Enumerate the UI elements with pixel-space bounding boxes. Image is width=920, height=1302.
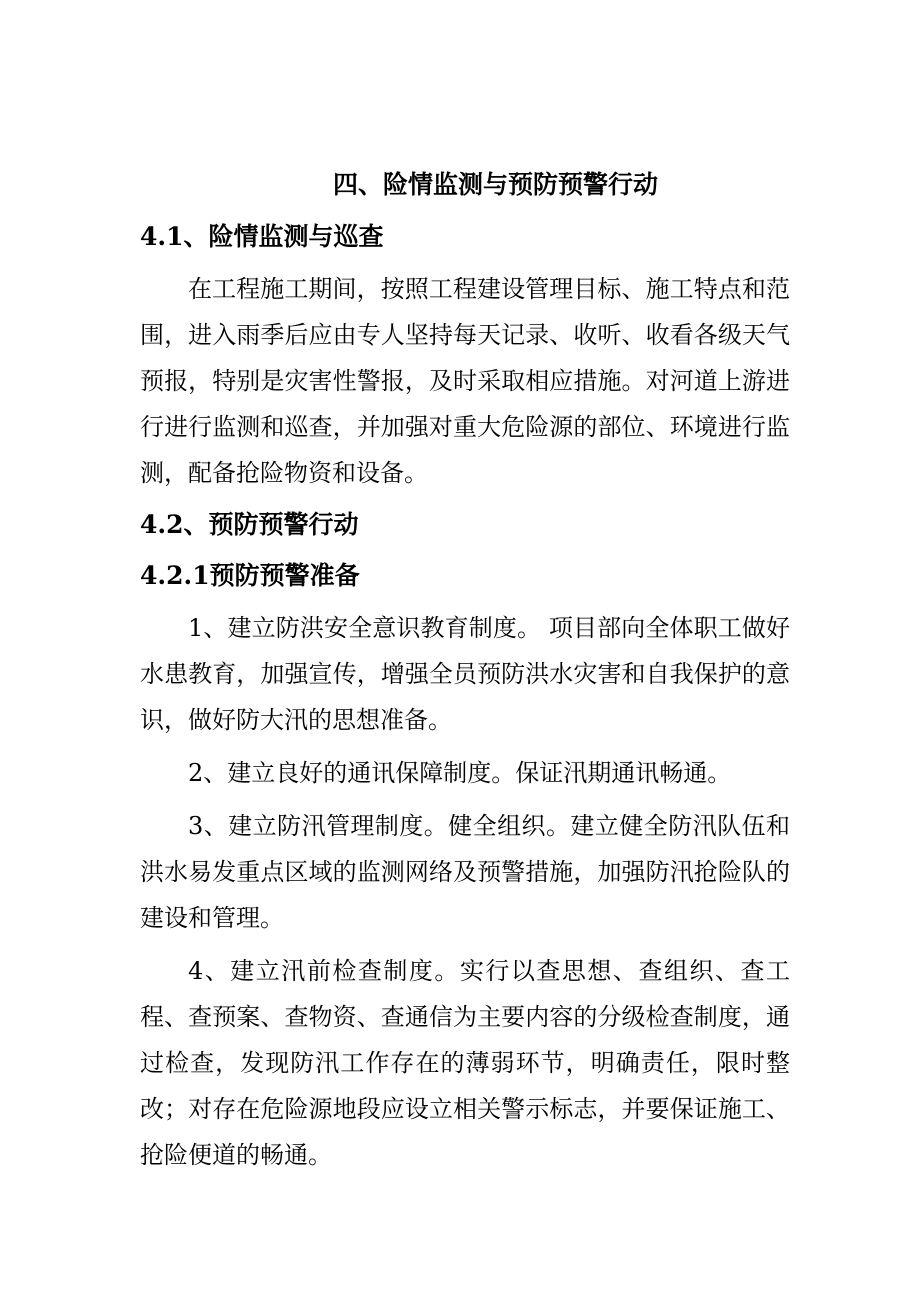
paragraph-item-2: 2、建立良好的通讯保障制度。保证汛期通讯畅通。	[188, 759, 732, 787]
section-heading-4-2-1: 4.2.1预防预警准备	[140, 561, 360, 590]
document-title: 四、险情监测与预防预警行动	[332, 170, 658, 199]
paragraph-item-3: 3、建立防汛管理制度。健全组织。建立健全防汛队伍和洪水易发重点区域的监测网络及预警措施，加强防汛抢险队的建设和管理。	[140, 812, 790, 932]
section-heading-4-1: 4.1、险情监测与巡查	[140, 222, 384, 251]
section-heading-4-2: 4.2、预防预警行动	[140, 510, 359, 539]
document-page	[140, 163, 790, 1185]
paragraph-monitoring: 在工程施工期间，按照工程建设管理目标、施工特点和范围，进入雨季后应由专人坚持每天记录、收听、收看各级天气预报，特别是灾害性警报，及时采取相应措施。对河道上游进行进行监测和巡查，并加强对重大危险源的部位、环境进行监测，配备抢险物资和设备。	[140, 275, 790, 487]
paragraph-item-1: 1、建立防洪安全意识教育制度。 项目部向全体职工做好水患教育，加强宣传，增强全员预防洪水灾害和自我保护的意识，做好防大汛的思想准备。	[140, 614, 790, 734]
paragraph-item-4: 4、建立汛前检查制度。实行以查思想、查组织、查工程、查预案、查物资、查通信为主要内容的分级检查制度，通过检查，发现防汛工作存在的薄弱环节，明确责任，限时整改；对存在危险源地段应设立相关警示标志，并要保证施工、抢险便道的畅通。	[140, 957, 790, 1169]
